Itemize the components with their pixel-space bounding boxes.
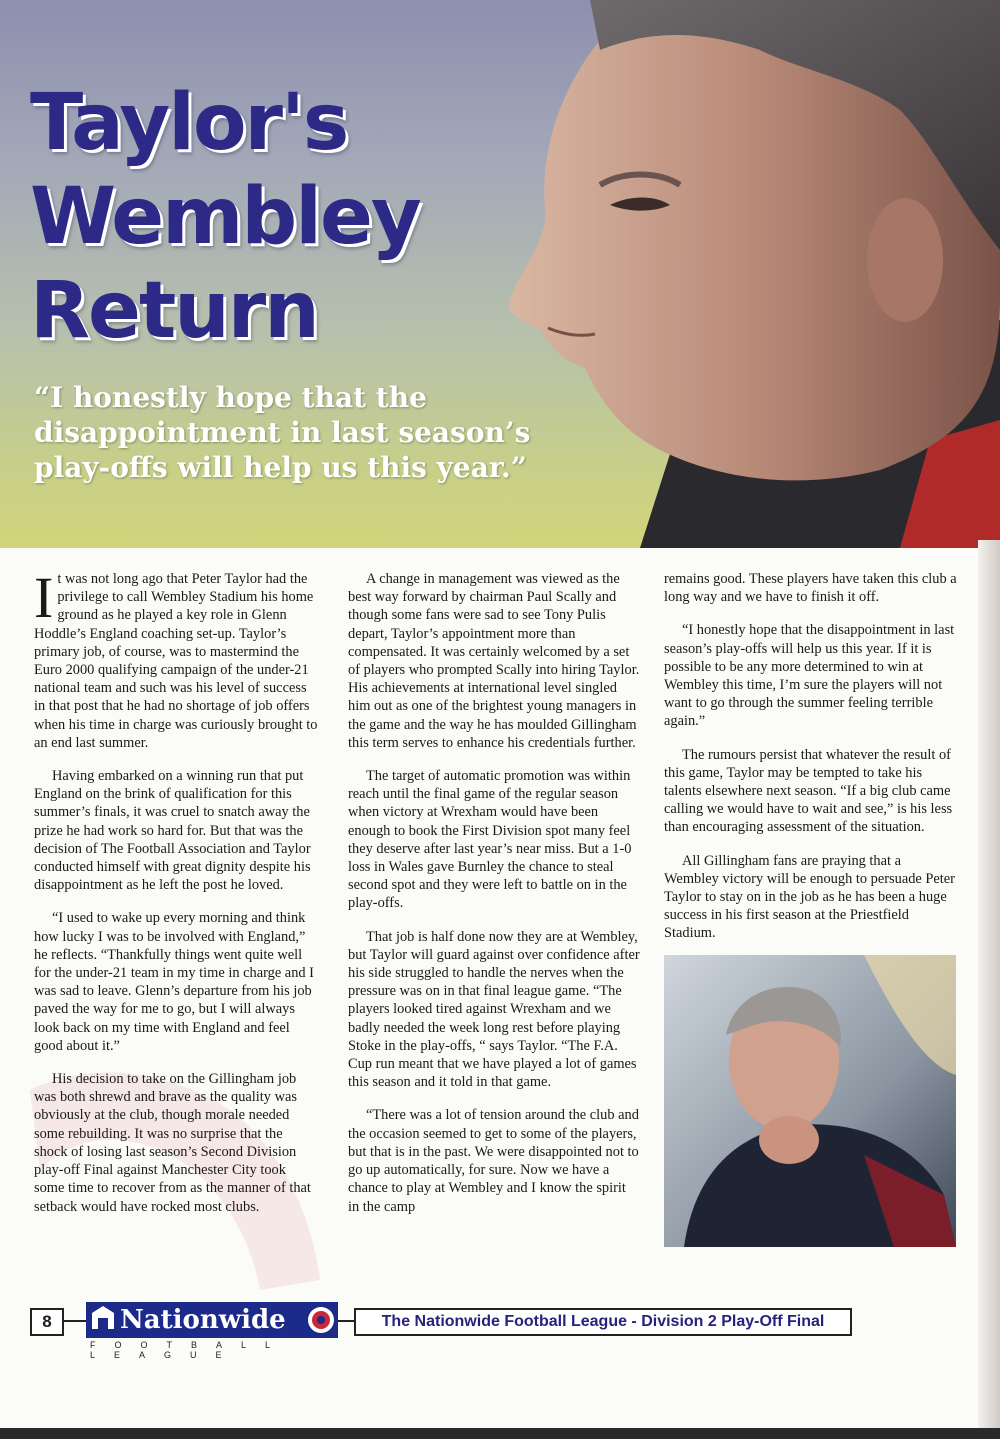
nationwide-logo-icon (90, 1305, 120, 1335)
article-column-2 (348, 570, 640, 1231)
article-paragraph: It was not long ago that Peter Taylor had the privilege to call Wembley Stadium his home ground as he played a key role in Glenn Hoddle’s England coaching set-up. Taylor’s primary job, of course, was to mastermind the Euro 2000 qualifying campaign of the under-21 national team and such was his level of success in that post that he had no shortage of job offers when his time in charge was curiously brought to an end last summer. (34, 565, 318, 751)
article-paragraph: “There was a lot of tension around the club and the occasion seemed to get to some of the players, but that is in the past. We were disappointed not to go up automatically, for sure. Now we have a chance to play at Wembley and I know the spirit in the camp (348, 1107, 639, 1215)
article-paragraph: “I used to wake up every morning and think how lucky I was to be involved with England,” he reflects. “Thankfully things went quite well for the under-21 team in my time in charge and I was sad to leave. Glenn’s departure from his job paved the way for me to go, but I will always look back on my time with England and feel good about it.” (34, 910, 314, 1054)
article-paragraph: Having embarked on a winning run that put England on the brink of qualification for this summer’s finals, it was cruel to snatch away the prize he had work so hard for. But that was the decision of The Football Association and Taylor conducted himself with great dignity despite his disappointment as he left the post he loved. (34, 768, 311, 894)
headline (30, 76, 420, 358)
article-column-3 (664, 570, 957, 958)
footer-rule (338, 1320, 354, 1322)
article-column-1 (34, 565, 319, 1231)
logo-text: Nationwide (120, 1305, 286, 1335)
article-paragraph: His decision to take on the Gillingham job was both shrewd and brave as the quality was obviously at the club, though morale needed some rebuilding. It was no surprise that the shock of losing last season’s Second Division play-off Final against Manchester City took some time to recover from as the manner of that setback would have rocked most clubs. (34, 1071, 311, 1215)
headline-line-3: Return (30, 266, 318, 356)
league-crest-icon (306, 1305, 336, 1335)
article-paragraph: remains good. These players have taken this club a long way and we have to finish it off. (664, 571, 957, 606)
page-edge-shadow (978, 540, 1000, 1439)
hero-banner (0, 0, 1000, 548)
headline-line-1: Taylor's (30, 78, 348, 168)
page-number: 8 (30, 1308, 64, 1336)
logo-subtext: FOOTBALL LEAGUE (90, 1340, 289, 1360)
inset-photo-graphic (664, 955, 956, 1247)
article-paragraph: The target of automatic promotion was within reach until the final game of the regular season when victory at Wrexham would have been enough to book the First Division spot many feel they deserve after last year’s near miss. But a 1-0 loss in Wales gave Burnley the chance to steal second spot and they were left to battle on in the play-offs. (348, 768, 632, 912)
drop-cap: I (34, 565, 54, 630)
scan-bottom-edge (0, 1428, 1000, 1439)
article-paragraph: “I honestly hope that the disappointment in last season’s play-offs will help us this year. If it is possible to be any more determined to win at Wembley this time, I’m sure the players will not want to go through the summer feeling terrible again.” (664, 622, 955, 730)
page-footer (20, 1302, 980, 1362)
inset-photo-manager (664, 955, 956, 1247)
article-paragraph: A change in management was viewed as the best way forward by chairman Paul Scally and though some fans were sad to see Tony Pulis depart, Taylor’s appointment more than compensated. It was certainly welcomed by a set of players who prompted Scally into hiring Taylor. His achievements at international level singled him out as one of the brightest young managers in the game and the way he has moulded Gillingham this term serves to enhance his credentials further. (348, 571, 640, 751)
article-paragraph: The rumours persist that whatever the result of this game, Taylor may be tempted to take his talents elsewhere next season. “If a big club came calling we would have to wait and see,” is his less than encouraging assessment of the situation. (664, 746, 953, 836)
footer-rule (64, 1320, 86, 1322)
article-paragraph: All Gillingham fans are praying that a Wembley victory will be enough to persuade Peter Taylor to stay on in the job as he has been a huge success in his first season at the Priestfield Stadium. (664, 852, 955, 942)
article-paragraph: That job is half done now they are at Wembley, but Taylor will guard against over confidence after his side struggled to handle the nerves when the pressure was on in that final league game. “The players looked tired against Wrexham and we badly needed the week long rest before playing Stoke in the play-offs, “ says Taylor. “The F.A. Cup run meant that we have played a lot of games this season and it told in that game. (348, 928, 640, 1091)
headline-line-2: Wembley (30, 172, 420, 262)
footer-title: The Nationwide Football League - Division 2 Play-Off Final (354, 1308, 852, 1336)
nationwide-logo (86, 1302, 338, 1338)
pull-quote: “I honestly hope that the disappointment in last season’s play-offs will help us this year.” (34, 381, 531, 484)
